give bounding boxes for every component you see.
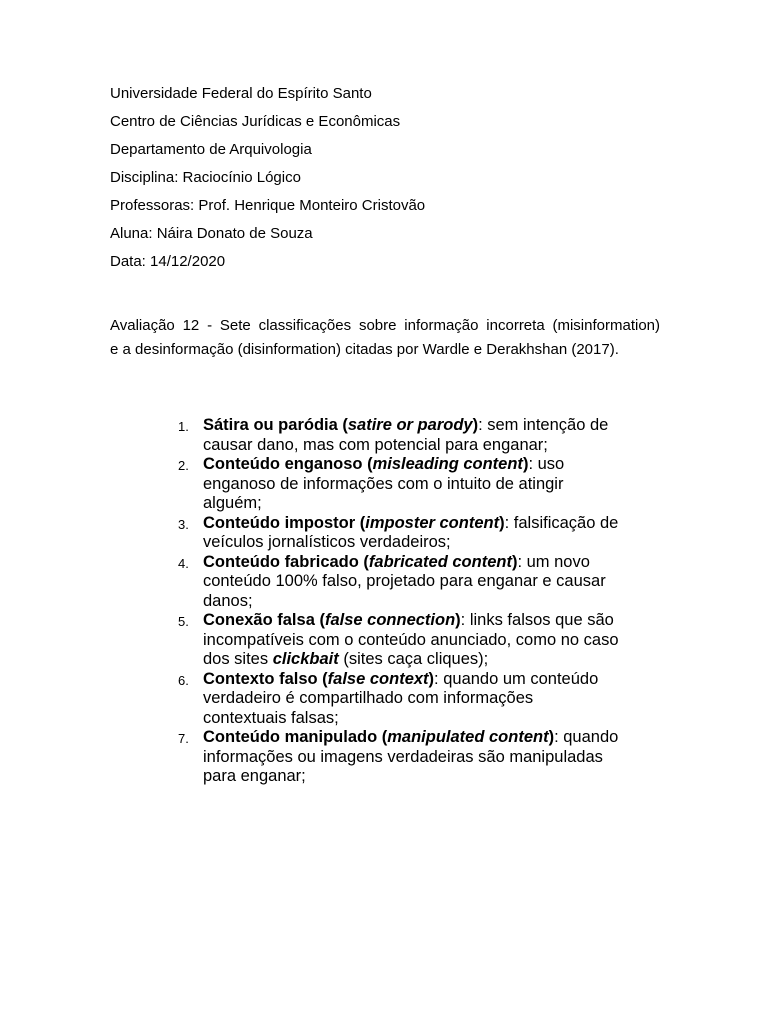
item-title-close: ) bbox=[455, 611, 461, 629]
department-name: Departamento de Arquivologia bbox=[110, 141, 312, 158]
list-item-number: 6. bbox=[178, 672, 189, 688]
item-term-clickbait: clickbait bbox=[272, 650, 339, 668]
list-item-line: verdadeiro é compartilhado com informações bbox=[203, 689, 534, 707]
item-text: : quando bbox=[554, 728, 619, 746]
list-item-line bbox=[203, 650, 668, 670]
list-item-number: 7. bbox=[178, 731, 189, 746]
list-item-7 bbox=[178, 728, 668, 787]
professor-name: Professoras: Prof. Henrique Monteiro Cristovão bbox=[110, 197, 426, 214]
item-text: : uso bbox=[528, 455, 565, 473]
university-name: Universidade Federal do Espírito Santo bbox=[110, 85, 372, 102]
list-item-line bbox=[203, 514, 668, 534]
item-title-close: ) bbox=[499, 513, 505, 532]
list-item-number: 5. bbox=[178, 614, 189, 629]
item-term: satire or parody bbox=[347, 416, 473, 434]
item-title-close: ) bbox=[511, 552, 518, 571]
item-title: Conexão falsa ( bbox=[203, 611, 325, 629]
list-item-number: 2. bbox=[178, 458, 189, 473]
list-item-line: informações ou imagens verdadeiras são manipuladas bbox=[203, 747, 603, 766]
list-item-1 bbox=[178, 416, 668, 455]
item-title: Contexto falso ( bbox=[203, 669, 328, 688]
item-title: Sátira ou paródia ( bbox=[203, 416, 348, 434]
document-header bbox=[110, 84, 670, 280]
list-item-number: 1. bbox=[178, 419, 189, 434]
list-item-line bbox=[203, 611, 668, 631]
item-title: Conteúdo impostor ( bbox=[203, 513, 366, 532]
list-item-line: alguém; bbox=[203, 494, 262, 512]
list-item-number: 3. bbox=[178, 516, 189, 532]
list-item-line: danos; bbox=[203, 591, 253, 610]
list-item-line: para enganar; bbox=[203, 767, 306, 785]
list-item-line bbox=[203, 728, 668, 748]
list-item-2 bbox=[178, 455, 668, 514]
list-item-line: enganoso de informações com o intuito de atingir bbox=[203, 474, 564, 493]
item-text: : um novo bbox=[517, 552, 590, 571]
item-title-close: ) bbox=[428, 669, 435, 688]
list-item-6 bbox=[178, 670, 668, 729]
discipline-name: Disciplina: Raciocínio Lógico bbox=[110, 169, 301, 186]
item-title-close: ) bbox=[548, 728, 555, 746]
list-item-line bbox=[203, 670, 668, 690]
list-item-line: veículos jornalísticos verdadeiros; bbox=[203, 533, 451, 551]
list-item-line: contextuais falsas; bbox=[203, 708, 339, 727]
item-term: imposter content bbox=[365, 513, 500, 532]
intro-line-1: Avaliação 12 - Sete classificações sobre informação incorreta (misinformation) bbox=[110, 317, 660, 334]
intro-line-2: e a desinformação (disinformation) citadas por Wardle e Derakhshan (2017). bbox=[110, 341, 619, 358]
item-title: Conteúdo enganoso ( bbox=[203, 455, 373, 473]
item-text: dos sites bbox=[203, 650, 273, 668]
list-item-4 bbox=[178, 553, 668, 612]
item-term: fabricated content bbox=[368, 552, 512, 571]
item-term: manipulated content bbox=[387, 728, 549, 746]
item-term: false context bbox=[327, 669, 429, 688]
item-text: (sites caça cliques); bbox=[338, 650, 489, 668]
document-date: Data: 14/12/2020 bbox=[110, 253, 226, 270]
item-title: Conteúdo manipulado ( bbox=[203, 728, 388, 746]
list-item-line: conteúdo 100% falso, projetado para enganar e causar bbox=[203, 572, 606, 590]
item-title: Conteúdo fabricado ( bbox=[203, 552, 369, 571]
list-item-number: 4. bbox=[178, 555, 189, 571]
item-text: : quando um conteúdo bbox=[434, 669, 599, 688]
list-item-line bbox=[203, 553, 668, 573]
item-text: : sem intenção de bbox=[478, 416, 609, 434]
list-item-line bbox=[203, 416, 668, 436]
classification-list bbox=[178, 416, 668, 787]
item-term: false connection bbox=[324, 611, 456, 629]
item-text: : links falsos que são bbox=[460, 611, 614, 629]
item-text: : falsificação de bbox=[504, 513, 619, 532]
item-title-close: ) bbox=[472, 416, 479, 434]
list-item-3 bbox=[178, 514, 668, 553]
center-name: Centro de Ciências Jurídicas e Econômicas bbox=[110, 113, 401, 130]
list-item-line bbox=[203, 455, 668, 475]
item-title-close: ) bbox=[522, 455, 529, 473]
list-item-line: causar dano, mas com potencial para enganar; bbox=[203, 435, 548, 454]
student-name: Aluna: Náira Donato de Souza bbox=[110, 225, 313, 242]
list-item-line: incompatíveis com o conteúdo anunciado, como no caso bbox=[203, 630, 619, 649]
item-term: misleading content bbox=[372, 455, 523, 473]
assignment-intro bbox=[110, 314, 660, 362]
list-item-5 bbox=[178, 611, 668, 670]
